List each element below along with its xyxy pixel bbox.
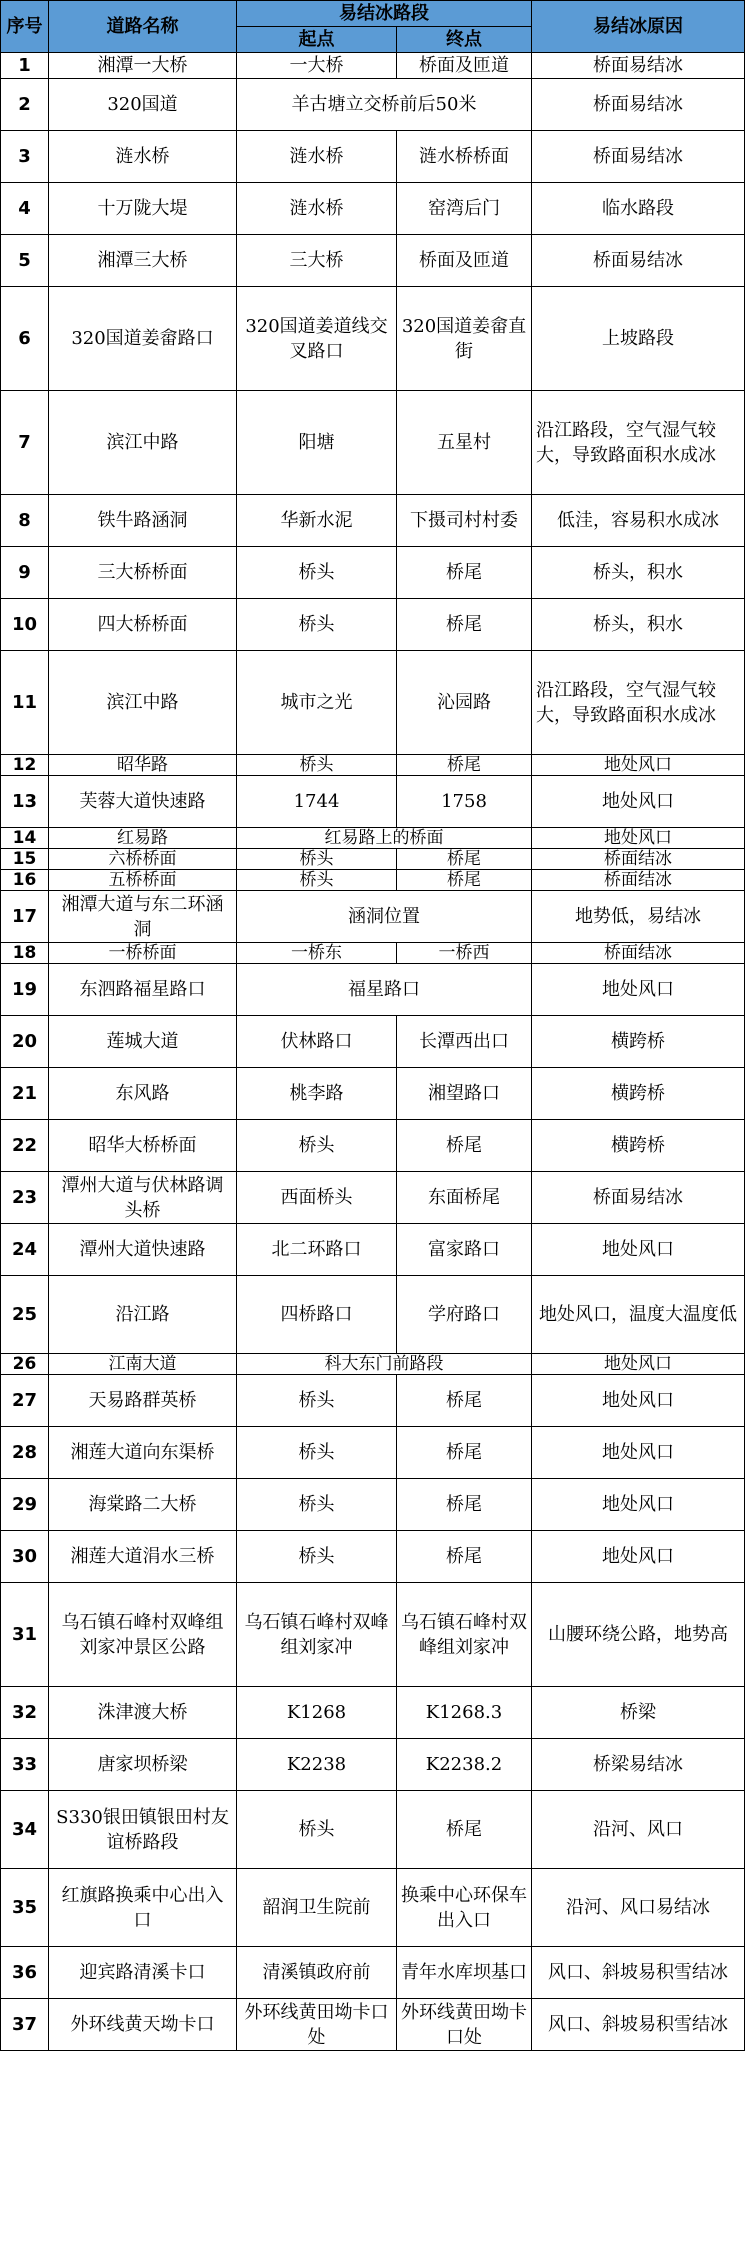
end-point: 窑湾后门 [397,183,532,235]
end-point: 320国道姜畲直街 [397,287,532,391]
road-name: 三大桥桥面 [49,547,237,599]
table-row [1,131,745,183]
road-name: 五桥桥面 [49,870,237,891]
road-name: 红旗路换乘中心出入口 [49,1869,237,1947]
table-row [1,1068,745,1120]
header-road: 道路名称 [49,1,237,53]
table-row [1,495,745,547]
road-name: 一桥桥面 [49,943,237,964]
icing-reason: 桥梁易结冰 [532,1739,745,1791]
table-row [1,1479,745,1531]
table-row [1,1276,745,1354]
row-number: 7 [1,391,49,495]
row-number: 34 [1,1791,49,1869]
road-name: 320国道姜畲路口 [49,287,237,391]
start-point: 桥头 [237,870,397,891]
icing-reason: 横跨桥 [532,1120,745,1172]
icing-reason: 地势低，易结冰 [532,891,745,943]
icing-reason: 上坡路段 [532,287,745,391]
table-row [1,1224,745,1276]
start-point: 三大桥 [237,235,397,287]
table-row [1,599,745,651]
start-point: 清溪镇政府前 [237,1947,397,1999]
road-name: 四大桥桥面 [49,599,237,651]
row-number: 1 [1,53,49,79]
row-number: 24 [1,1224,49,1276]
road-name: 昭华路 [49,755,237,776]
row-number: 6 [1,287,49,391]
row-number: 29 [1,1479,49,1531]
table-row [1,235,745,287]
start-point: 伏林路口 [237,1016,397,1068]
header-segment: 易结冰路段 [237,1,532,27]
table-row [1,1016,745,1068]
icing-reason: 地处风口 [532,1531,745,1583]
icing-reason: 低洼，容易积水成冰 [532,495,745,547]
icing-reason: 桥面结冰 [532,849,745,870]
icing-reason: 沿江路段，空气湿气较大，导致路面积水成冰 [532,391,745,495]
road-name: 滨江中路 [49,651,237,755]
row-number: 28 [1,1427,49,1479]
table-row [1,870,745,891]
start-point: 一大桥 [237,53,397,79]
row-number: 31 [1,1583,49,1687]
icing-reason: 横跨桥 [532,1068,745,1120]
road-name: 湘潭大道与东二环涵洞 [49,891,237,943]
icing-reason: 沿江路段，空气湿气较大，导致路面积水成冰 [532,651,745,755]
road-name: 潭州大道快速路 [49,1224,237,1276]
road-name: 潭州大道与伏林路调头桥 [49,1172,237,1224]
road-name: 沿江路 [49,1276,237,1354]
road-name: 东风路 [49,1068,237,1120]
icing-reason: 桥梁 [532,1687,745,1739]
road-name: 涟水桥 [49,131,237,183]
table-row [1,1427,745,1479]
icing-reason: 地处风口 [532,1479,745,1531]
table-row [1,849,745,870]
row-number: 9 [1,547,49,599]
table-row [1,1531,745,1583]
end-point: 长潭西出口 [397,1016,532,1068]
icing-reason: 桥头，积水 [532,547,745,599]
start-point: 桥头 [237,1479,397,1531]
start-point: 涟水桥 [237,131,397,183]
start-point: K2238 [237,1739,397,1791]
table-row [1,943,745,964]
table-row [1,53,745,79]
end-point: 桥尾 [397,1427,532,1479]
icing-reason: 地处风口 [532,776,745,828]
table-row [1,755,745,776]
road-name: 湘潭三大桥 [49,235,237,287]
table-row [1,1375,745,1427]
icing-reason: 地处风口，温度大温度低 [532,1276,745,1354]
row-number: 21 [1,1068,49,1120]
table-row [1,79,745,131]
row-number: 32 [1,1687,49,1739]
table-row [1,1947,745,1999]
row-number: 2 [1,79,49,131]
row-number: 15 [1,849,49,870]
end-point: 桥尾 [397,547,532,599]
icing-reason: 桥面易结冰 [532,79,745,131]
table-row [1,547,745,599]
icing-reason: 地处风口 [532,828,745,849]
icing-reason: 临水路段 [532,183,745,235]
row-number: 30 [1,1531,49,1583]
row-number: 12 [1,755,49,776]
row-number: 14 [1,828,49,849]
start-point: 涟水桥 [237,183,397,235]
start-point: 阳塘 [237,391,397,495]
row-number: 17 [1,891,49,943]
row-number: 8 [1,495,49,547]
header-start: 起点 [237,27,397,53]
icing-reason: 地处风口 [532,964,745,1016]
start-point: 320国道姜道线交叉路口 [237,287,397,391]
start-point: 1744 [237,776,397,828]
start-point: 韶润卫生院前 [237,1869,397,1947]
table-row [1,391,745,495]
road-name: 芙蓉大道快速路 [49,776,237,828]
row-number: 22 [1,1120,49,1172]
start-point: K1268 [237,1687,397,1739]
table-row [1,1687,745,1739]
start-point: 一桥东 [237,943,397,964]
road-name: 十万陇大堤 [49,183,237,235]
row-number: 18 [1,943,49,964]
end-point: 桥面及匝道 [397,235,532,287]
road-name: 昭华大桥桥面 [49,1120,237,1172]
end-point: 换乘中心环保车出入口 [397,1869,532,1947]
row-number: 3 [1,131,49,183]
road-name: 外环线黄天坳卡口 [49,1999,237,2051]
end-point: 桥尾 [397,1531,532,1583]
end-point: 桥尾 [397,849,532,870]
segment-cell: 红易路上的桥面 [237,828,532,849]
end-point: 东面桥尾 [397,1172,532,1224]
icing-reason: 桥面结冰 [532,870,745,891]
end-point: 桥尾 [397,1120,532,1172]
table-row [1,651,745,755]
end-point: 乌石镇石峰村双峰组刘家冲 [397,1583,532,1687]
start-point: 外环线黄田坳卡口处 [237,1999,397,2051]
start-point: 桥头 [237,1375,397,1427]
table-row [1,1354,745,1375]
icing-reason: 横跨桥 [532,1016,745,1068]
end-point: 1758 [397,776,532,828]
road-name: 乌石镇石峰村双峰组刘家冲景区公路 [49,1583,237,1687]
road-name: 莲城大道 [49,1016,237,1068]
icing-reason: 桥面易结冰 [532,235,745,287]
start-point: 西面桥头 [237,1172,397,1224]
start-point: 桥头 [237,1791,397,1869]
end-point: 青年水库坝基口 [397,1947,532,1999]
table-row [1,1583,745,1687]
road-name: S330银田镇银田村友谊桥路段 [49,1791,237,1869]
table-row [1,964,745,1016]
start-point: 桥头 [237,599,397,651]
end-point: 桥尾 [397,599,532,651]
row-number: 27 [1,1375,49,1427]
row-number: 19 [1,964,49,1016]
road-name: 东泗路福星路口 [49,964,237,1016]
end-point: 桥面及匝道 [397,53,532,79]
icing-reason: 桥面易结冰 [532,53,745,79]
start-point: 桥头 [237,1427,397,1479]
end-point: 外环线黄田坳卡口处 [397,1999,532,2051]
icing-reason: 风口、斜坡易积雪结冰 [532,1999,745,2051]
end-point: 下摄司村村委 [397,495,532,547]
segment-cell: 福星路口 [237,964,532,1016]
end-point: 湘望路口 [397,1068,532,1120]
table-row [1,828,745,849]
icing-reason: 地处风口 [532,1354,745,1375]
table-row [1,1739,745,1791]
row-number: 13 [1,776,49,828]
table-body [1,53,745,2051]
start-point: 桥头 [237,547,397,599]
icing-reason: 桥头，积水 [532,599,745,651]
end-point: 一桥西 [397,943,532,964]
road-name: 六桥桥面 [49,849,237,870]
end-point: 桥尾 [397,1375,532,1427]
end-point: K1268.3 [397,1687,532,1739]
road-name: 唐家坝桥梁 [49,1739,237,1791]
row-number: 11 [1,651,49,755]
start-point: 北二环路口 [237,1224,397,1276]
row-number: 26 [1,1354,49,1375]
start-point: 四桥路口 [237,1276,397,1354]
table-row [1,1791,745,1869]
end-point: 桥尾 [397,1479,532,1531]
table-row [1,1999,745,2051]
start-point: 桥头 [237,1120,397,1172]
segment-cell: 羊古塘立交桥前后50米 [237,79,532,131]
icing-reason: 桥面易结冰 [532,131,745,183]
end-point: 富家路口 [397,1224,532,1276]
icing-reason: 山腰环绕公路，地势高 [532,1583,745,1687]
segment-cell: 科大东门前路段 [237,1354,532,1375]
start-point: 桥头 [237,849,397,870]
end-point: 涟水桥桥面 [397,131,532,183]
road-name: 天易路群英桥 [49,1375,237,1427]
row-number: 23 [1,1172,49,1224]
start-point: 城市之光 [237,651,397,755]
table-row [1,776,745,828]
road-name: 湘莲大道向东渠桥 [49,1427,237,1479]
end-point: 学府路口 [397,1276,532,1354]
row-number: 20 [1,1016,49,1068]
end-point: K2238.2 [397,1739,532,1791]
row-number: 10 [1,599,49,651]
icing-reason: 桥面易结冰 [532,1172,745,1224]
end-point: 桥尾 [397,1791,532,1869]
table-row [1,891,745,943]
table-row [1,183,745,235]
start-point: 桥头 [237,1531,397,1583]
road-name: 滨江中路 [49,391,237,495]
row-number: 37 [1,1999,49,2051]
road-name: 湘莲大道涓水三桥 [49,1531,237,1583]
icing-reason: 桥面结冰 [532,943,745,964]
row-number: 36 [1,1947,49,1999]
start-point: 乌石镇石峰村双峰组刘家冲 [237,1583,397,1687]
table-row [1,1869,745,1947]
road-name: 江南大道 [49,1354,237,1375]
row-number: 25 [1,1276,49,1354]
icing-reason: 地处风口 [532,1427,745,1479]
row-number: 5 [1,235,49,287]
header-no: 序号 [1,1,49,53]
row-number: 33 [1,1739,49,1791]
segment-cell: 涵洞位置 [237,891,532,943]
road-name: 湘潭一大桥 [49,53,237,79]
table-row [1,1120,745,1172]
row-number: 35 [1,1869,49,1947]
icing-reason: 沿河、风口易结冰 [532,1869,745,1947]
row-number: 4 [1,183,49,235]
road-name: 海棠路二大桥 [49,1479,237,1531]
icing-reason: 地处风口 [532,1224,745,1276]
icing-reason: 地处风口 [532,755,745,776]
road-name: 迎宾路清溪卡口 [49,1947,237,1999]
road-name: 铁牛路涵洞 [49,495,237,547]
road-name: 红易路 [49,828,237,849]
table-header [1,1,745,53]
road-name: 洙津渡大桥 [49,1687,237,1739]
header-end: 终点 [397,27,532,53]
table-row [1,287,745,391]
header-reason: 易结冰原因 [532,1,745,53]
row-number: 16 [1,870,49,891]
end-point: 桥尾 [397,870,532,891]
table-row [1,1172,745,1224]
end-point: 五星村 [397,391,532,495]
end-point: 桥尾 [397,755,532,776]
end-point: 沁园路 [397,651,532,755]
road-name: 320国道 [49,79,237,131]
icing-reason: 沿河、风口 [532,1791,745,1869]
icing-reason: 风口、斜坡易积雪结冰 [532,1947,745,1999]
start-point: 华新水泥 [237,495,397,547]
icing-reason: 地处风口 [532,1375,745,1427]
start-point: 桃李路 [237,1068,397,1120]
start-point: 桥头 [237,755,397,776]
